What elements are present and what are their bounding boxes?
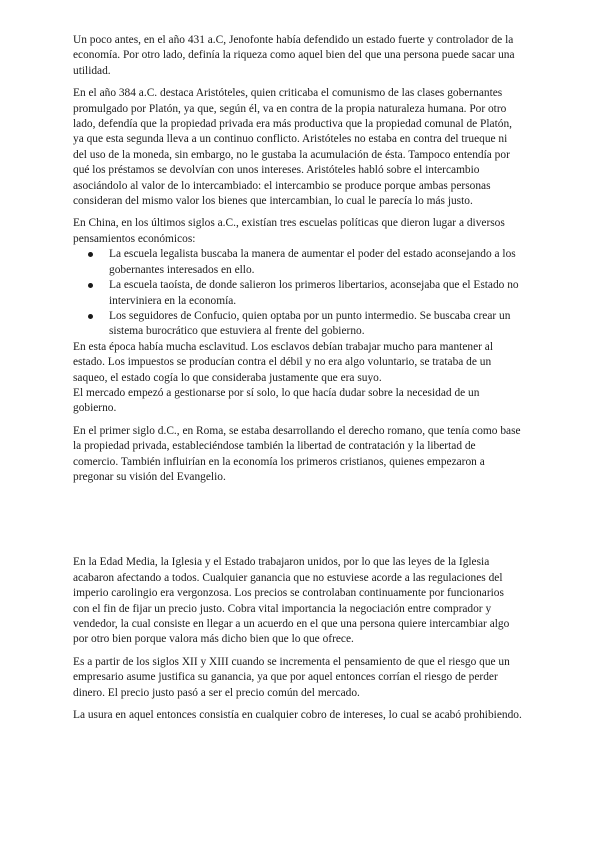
paragraph-siglos-xii-xiii: Es a partir de los siglos XII y XIII cuando se incrementa el pensamiento de que el riesgo que un empresario asume justifica su ganancia, ya que por aquel entonces corrían el riesgo de perder dinero. El precio justo pasó a ser el precio común del mercado. [73, 655, 510, 699]
list-item: La escuela taoísta, de donde salieron los primeros libertarios, aconsejaba que el Estado no interviniera en la economía. [109, 278, 523, 309]
paragraph-esclavitud: En esta época había mucha esclavitud. Los esclavos debían trabajar mucho para mantener al estado. Los impuestos se producían contra el débil y no era algo voluntario, se trataba de un saqueo, el estado cogía lo que consideraba justamente que era suyo. [73, 340, 494, 384]
paragraph-roma: En el primer siglo d.C., en Roma, se estaba desarrollando el derecho romano, que tenía como base la propiedad privada, estableciéndose también la libertad de contratación y la libertad de comercio. También influirían en la economía los primeros cristianos, quienes empezaron a pregonar su visión del Evangelio. [73, 424, 521, 483]
section-gap [73, 492, 523, 555]
list-item: Los seguidores de Confucio, quien optaba por un punto intermedio. Se buscaba crear un sistema burocrático que estuviera al frente del gobierno. [109, 309, 523, 340]
paragraph-mercado: El mercado empezó a gestionarse por sí solo, lo que hacía dudar sobre la necesidad de un gobierno. [73, 386, 480, 415]
paragraph-china-intro: En China, en los últimos siglos a.C., existían tres escuelas políticas que dieron lugar a diversos pensamientos económicos: [73, 217, 505, 245]
document-page [73, 33, 523, 730]
paragraph-jenofonte: Un poco antes, en el año 431 a.C, Jenofonte había defendido un estado fuerte y controlador de la economía. Por otro lado, definía la riqueza como aquel bien del que una persona puede sacar una utilidad. [73, 34, 515, 77]
paragraph-edad-media: En la Edad Media, la Iglesia y el Estado trabajaron unidos, por lo que las leyes de la Iglesia acabaron afectando a todos. Cualquier ganancia que no estuviese acorde a las regulaciones del imperio carolingio era vergonzosa. Los precios se controlaban continuamente por funcionarios con el fin de fijar un precio justo. Cobra vital importancia la negociación entre comprador y vendedor, la cual consiste en llegar a un acuerdo en el que una persona quiere intercambiar algo por otro bien porque valora más dicho bien que lo que ofrece. [73, 556, 510, 646]
paragraph-usura: La usura en aquel entonces consistía en cualquier cobro de intereses, lo cual se acabó prohibiendo. [73, 709, 522, 722]
list-item: La escuela legalista buscaba la manera de aumentar el poder del estado aconsejando a los gobernantes interesados en ello. [109, 247, 523, 278]
schools-list [73, 247, 523, 339]
paragraph-aristoteles: En el año 384 a.C. destaca Aristóteles, quien criticaba el comunismo de las clases gobernantes promulgado por Platón, ya que, según él, va en contra de la propia naturaleza humana. Por otro lado, defendía que la propiedad privada era más productiva que la propiedad comunal de Platón, ya que esta segunda lleva a un continuo conflicto. Aristóteles no estaba en contra del trueque ni del uso de la moneda, sin embargo, no le gustaba la acumulación de ésta. Tampoco entendía por qué los préstamos se devolvían con unos intereses. Aristóteles habló sobre el intercambio asociándolo al valor de lo intercambiado: el intercambio se produce porque ambas personas consideran del mismo valor los bienes que intercambian, lo cual le parecía lo más justo. [73, 87, 513, 208]
